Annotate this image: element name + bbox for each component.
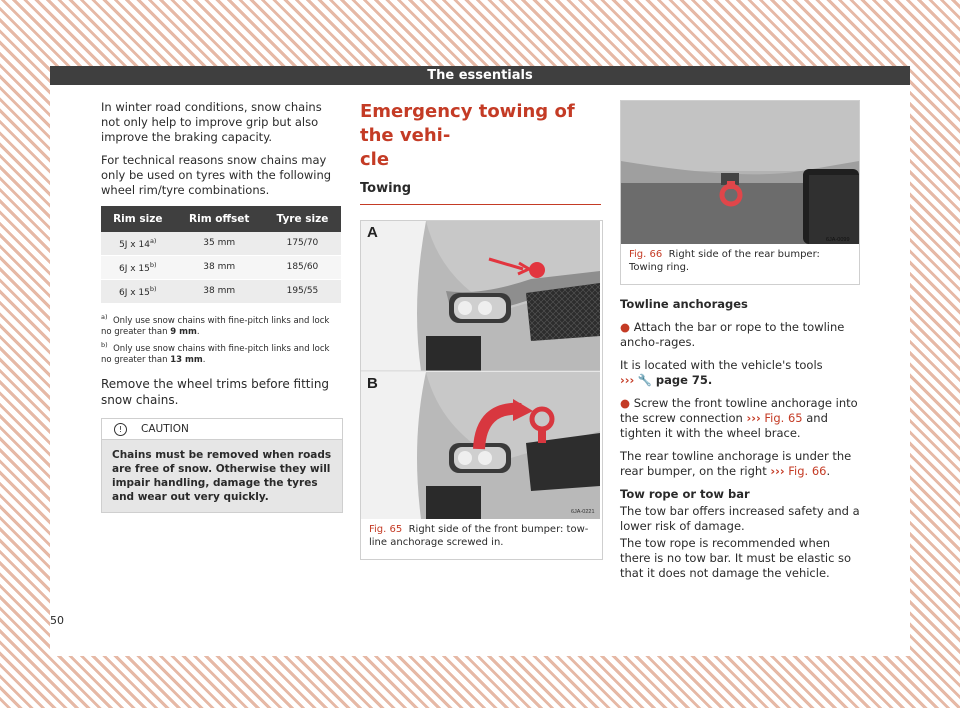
left-column	[101, 100, 341, 513]
intro-paragraph-1: In winter road conditions, snow chains not only help to improve grip but also improve the braking capacity.	[101, 100, 322, 144]
bullet-attach: ● Attach the bar or rope to the towline ancho-rages.	[620, 320, 845, 349]
bullet-icon: ●	[620, 320, 631, 334]
figure-code: 6JA-0221	[571, 509, 595, 515]
figure-66-caption: Fig. 66 Right side of the rear bumper: Towing ring.	[629, 249, 820, 273]
table-cell-tyre: 185/60	[264, 256, 341, 280]
tools-icon: 🔧	[637, 373, 653, 387]
caution-box	[101, 418, 343, 513]
bullet-icon: ●	[620, 396, 631, 410]
rear-bumper-illustration	[621, 101, 859, 244]
figure-66	[620, 100, 860, 285]
table-cell-offset: 35 mm	[175, 232, 264, 256]
table-row	[101, 232, 341, 256]
table-header-rim-offset: Rim offset	[175, 206, 264, 232]
intro-paragraph-2: For technical reasons snow chains may only be used on tyres with the following wheel rim/tyre combinations.	[101, 153, 332, 197]
footnote-a: $^{a)}$ Only use snow chains with fine-pitch links and lock no greater than 9 mm.	[101, 313, 330, 337]
table-header-rim-size: Rim size	[101, 206, 175, 232]
figure-label-a: A	[367, 224, 378, 241]
caution-text: Chains must be removed when roads are free of snow. Otherwise they will impair handling, damage the tyres and wear out very quickly.	[102, 440, 342, 512]
figure-code: 6JA-0099	[826, 237, 850, 243]
located-text: It is located with the vehicle's tools ››› 🔧 page 75.	[620, 358, 823, 387]
rim-tyre-table	[101, 206, 341, 304]
figure-label-b: B	[367, 375, 378, 392]
table-cell-offset: 38 mm	[175, 280, 264, 304]
table-cell-rim: 6J x 15$^{b)}$	[101, 280, 175, 304]
figure-65	[360, 220, 603, 560]
section-header: The essentials	[50, 66, 910, 85]
figure-65-caption: Fig. 65 Right side of the front bumper: tow-line anchorage screwed in.	[369, 524, 589, 548]
tow-rope-heading: Tow rope or tow bar	[620, 487, 750, 501]
tow-rope-text: The tow rope is recommended when there is no tow bar. It must be elastic so that it does not damage the vehicle.	[620, 536, 852, 580]
table-cell-rim: 5J x 14$^{a)}$	[101, 232, 175, 256]
page-title: Emergency towing of the vehi- cle	[360, 101, 575, 170]
subheading-towing: Towing	[360, 180, 601, 205]
front-bumper-illustration	[361, 221, 600, 519]
manual-page	[50, 66, 910, 656]
footnote-b: $^{b)}$ Only use snow chains with fine-pitch links and lock no greater than 13 mm.	[101, 340, 330, 365]
remove-wheel-trims-text: Remove the wheel trims before fitting snow chains.	[101, 376, 330, 407]
table-cell-offset: 38 mm	[175, 256, 264, 280]
fig-66-link[interactable]: Fig. 66	[788, 464, 827, 478]
table-cell-rim: 6J x 15$^{b)}$	[101, 256, 175, 280]
caution-header	[102, 419, 342, 440]
table-cell-tyre: 175/70	[264, 232, 341, 256]
page-number: 50	[50, 614, 64, 627]
bullet-screw: ● Screw the front towline anchorage into the screw connection ››› Fig. 65 and tighten it with the wheel brace.	[620, 396, 858, 440]
caution-icon: !	[114, 423, 127, 436]
fig-65-link[interactable]: Fig. 65	[764, 411, 803, 425]
caution-label: CAUTION	[141, 422, 189, 435]
middle-column	[360, 100, 601, 548]
right-column	[620, 100, 860, 589]
rear-anchorage-text: The rear towline anchorage is under the rear bumper, on the right ››› Fig. 66.	[620, 449, 852, 478]
tow-bar-text: The tow bar offers increased safety and a lower risk of damage.	[620, 504, 860, 533]
table-row	[101, 256, 341, 280]
table-row	[101, 280, 341, 304]
table-cell-tyre: 195/55	[264, 280, 341, 304]
towline-heading: Towline anchorages	[620, 297, 748, 311]
table-header-tyre-size: Tyre size	[264, 206, 341, 232]
